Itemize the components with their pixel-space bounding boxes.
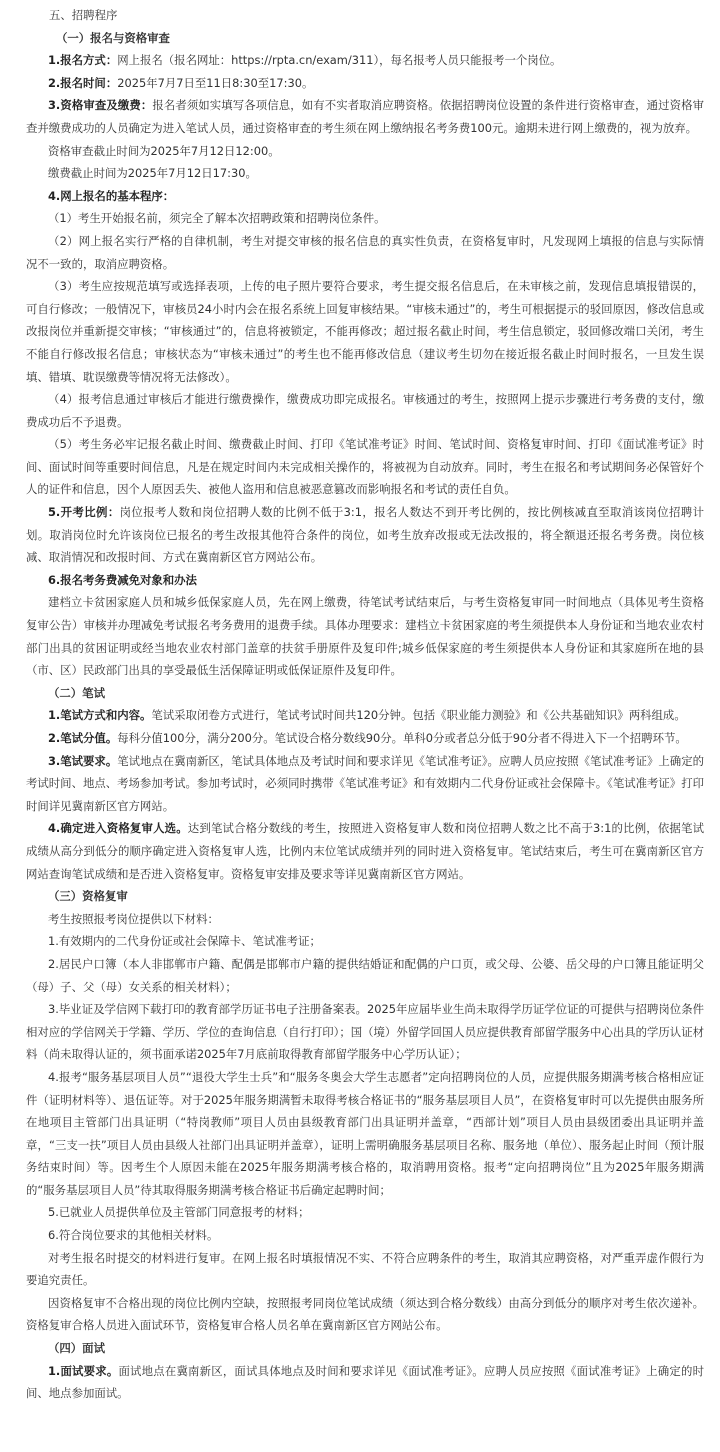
item-label: 3.资格审查及缴费：: [48, 98, 153, 113]
paragraph-fee-deadline: 缴费截止时间为2025年7月12日17:30。: [48, 166, 257, 181]
paragraph-requalification-review: 对考生报名时提交的材料进行复审。在网上报名时填报情况不实、不符合应聘条件的考生，取消其应聘资格，对严重弄虚作假行为要追究责任。: [26, 1250, 704, 1288]
paragraph-qualification-fee: [0, 94, 720, 139]
paragraph-fee-waiver: 建档立卡贫困家庭人员和城乡低保家庭人员，先在网上缴费，待笔试考试结束后，与考生资格复审同一时间地点（具体见考生资格复审公告）审核并办理减免考试报名考务费用的退费手续。具体办理要求：建档立卡贫困家庭的考生须提供本人身份证和当地农业农村部门出具的贫困证明或经当地农业农村部门盖章的扶贫手册原件及复印件;城乡低保家庭的考生须提供本人身份证和其家庭所在地的县（市、区）民政部门出具的享受最低生活保障证明或低保证原件及复印件。: [26, 595, 704, 678]
item-text: 网上报名（报名网址：https://rpta.cn/exam/311），每名报考人员只能报考一个岗位。: [117, 53, 562, 68]
procedure-item: （4）报考信息通过审核后才能进行缴费操作，缴费成功即完成报名。审核通过的考生，按照网上提示步骤进行考务费的支付，缴费成功后不予退费。: [26, 392, 704, 429]
item-label: 2.报名时间：: [48, 75, 118, 90]
paragraph-registration-method: [0, 49, 720, 72]
item-text: 达到笔试合格分数线的考生，按照进入资格复审人数和岗位招聘人数之比不高于3:1的比例，依据笔试成绩从高分到低分的顺序确定进入资格复审人选，比例内末位笔试成绩并列的同时进入资格复审。笔试结束后，考生可在冀南新区官方网站查询笔试成绩和是否进入资格复审。资格复审安排及要求等详见冀南新区官方网站。: [26, 821, 704, 881]
paragraph-interview-requirements: [0, 1360, 720, 1405]
paragraph-written-format: [0, 704, 720, 727]
procedure-item: （3）考生应按规范填写或选择表项，上传的电子照片要符合要求，考生提交报名信息后，在未审核之前，发现信息填报错误的，可自行修改；一般情况下，审核员24小时内会在报名系统上回复审核结果。“审核未通过”的，考生可根据提示的驳回原因，修改信息或改报岗位并重新提交审核；“审核通过”的，信息将被锁定，不能再修改；超过报名截止时间，考生信息锁定，驳回修改端口关闭，考生不能自行修改报名信息；审核状态为“审核未通过”的考生也不能再修改信息（建议考生切勿在接近报名截止时间时报名，一旦发生误填、错填、耽误缴费等情况将无法修改）。: [26, 279, 704, 384]
material-item: 4.报考“服务基层项目人员”“退役大学生士兵”和“服务冬奥会大学生志愿者”定向招聘岗位的人员，应提供服务期满考核合格相应证件（证明材料等）、退伍证等。对于2025年服务期满暂未取得考核合格证书的“服务基层项目人员”，在资格复审时可以先提供由服务所在地项目主管部门出具证明（“特岗教师”项目人员由县级教育部门出具证明并盖章，“西部计划”项目人员由县级团委出具证明并盖章，“三支一扶”项目人员由县级人社部门出具证明并盖章），证明上需明确服务基层项目名称、服务地（单位）、服务起止时间（预计服务结束时间）等。因考生个人原因未能在2025年服务期满考核合格的，取消聘用资格。报考“定向招聘岗位”且为2025年服务期满的“服务基层项目人员”待其取得服务期满考核合格证书后确定起聘时间；: [26, 1069, 704, 1197]
material-item: 6.符合岗位要求的其他相关材料。: [48, 1228, 219, 1243]
item-text: 岗位报考人数和岗位招聘人数的比例不低于3:1，报名人数达不到开考比例的，按比例核减直至取消该岗位招聘计划。取消岗位时允许该岗位已报名的考生改报其他符合条件的岗位，如考生放弃改报或无法改报的，将全额退还报名考务费。岗位核减、取消情况和改报时间、方式在冀南新区官方网站公布。: [26, 505, 704, 565]
paragraph-vacancy-fill: 因资格复审不合格出现的岗位比例内空缺，按照报考同岗位笔试成绩（须达到合格分数线）由高分到低分的顺序对考生依次递补。资格复审合格人员进入面试环节，资格复审合格人员名单在冀南新区官方网站公布。: [26, 1295, 704, 1333]
item-text: 每科分值100分，满分200分。笔试设合格分数线90分。单科0分或者总分低于90分者不得进入下一个招聘环节。: [117, 731, 687, 745]
subsection-heading-registration: （一）报名与资格审查: [56, 30, 170, 45]
item-label: 1.面试要求。: [48, 1363, 119, 1378]
paragraph-materials-intro: 考生按照报考岗位提供以下材料：: [48, 911, 219, 926]
item-label: 1.报名方式：: [48, 53, 118, 68]
item-label: 3.笔试要求。: [48, 753, 118, 768]
paragraph-written-score: [0, 727, 720, 750]
paragraph-fee-waiver-label: [0, 569, 720, 592]
paragraph-online-procedure-label: [0, 185, 720, 208]
subsection-heading-requalification: （三）资格复审: [48, 889, 128, 904]
material-item: 2.居民户口簿（本人非邯郸市户籍、配偶是邯郸市户籍的提供结婚证和配偶的户口页，或父母、公婆、岳父母的户口簿且能证明父（母）子、父（母）女关系的相关材料）；: [26, 956, 704, 994]
paragraph-written-requirements: [0, 750, 720, 818]
item-text: 面试地点在冀南新区，面试具体地点及时间和要求详见《面试准考证》。应聘人员应按照《面试准考证》上确定的时间、地点参加面试。: [26, 1363, 704, 1401]
item-label: 5.开考比例：: [48, 505, 120, 520]
item-text: 2025年7月7日至11日8:30至17:30。: [117, 75, 314, 90]
procedure-item: （5）考生务必牢记报名截止时间、缴费截止时间、打印《笔试准考证》时间、笔试时间、资格复审时间、打印《面试准考证》时间、面试时间等重要时间信息，凡是在规定时间内未完成相关操作的，将被视为自动放弃。同时，考生在报名和考试期间务必保管好个人的证件和信息，因个人原因丢失、被他人盗用和信息被恶意篡改而影响报名和考试的责任自负。: [26, 437, 704, 497]
procedure-item: （1）考生开始报名前，须完全了解本次招聘政策和招聘岗位条件。: [48, 211, 386, 226]
section-title: 五、招聘程序: [49, 8, 118, 22]
material-item: 3.毕业证及学信网下载打印的教育部学历证书电子注册备案表。2025年应届毕业生尚未取得学历证学位证的可提供与招聘岗位条件相对应的学信网关于学籍、学历、学位的查询信息（自行打印）；国（境）外留学回国人员应提供教育部留学服务中心出具的学历认证材料（尚未取得认证的，须书面承诺2025年7月底前取得教育部留学服务中心学历认证）；: [26, 1002, 704, 1062]
item-text: 报名者须如实填写各项信息，如有不实者取消应聘资格。依据招聘岗位设置的条件进行资格审查，通过资格审查并缴费成功的人员确定为进入笔试人员，通过资格审查的考生须在网上缴纳报名考务费100元。逾期未进行网上缴费的，视为放弃。: [26, 98, 704, 135]
subsection-heading-interview: （四）面试: [48, 1341, 105, 1356]
item-label: 4.确定进入资格复审人选。: [48, 821, 188, 836]
material-item: 5.已就业人员提供单位及主管部门同意报考的材料；: [48, 1205, 310, 1220]
item-label: 6.报名考务费减免对象和办法: [48, 572, 197, 587]
paragraph-review-candidates: [0, 817, 720, 885]
item-text: 笔试采取闭卷方式进行，笔试考试时间共120分钟。包括《职业能力测验》和《公共基础知识》两科组成。: [151, 708, 686, 723]
item-text: 笔试地点在冀南新区，笔试具体地点及考试时间和要求详见《笔试准考证》。应聘人员应按照《笔试准考证》上确定的考试时间、地点、考场参加考试。参加考试时，必须同时携带《笔试准考证》和有效期内二代身份证或社会保障卡。《笔试准考证》打印时间详见冀南新区官方网站。: [26, 753, 704, 813]
paragraph-registration-time: [0, 72, 720, 95]
item-label: 1.笔试方式和内容。: [48, 708, 152, 723]
paragraph-exam-ratio: [0, 501, 720, 569]
subsection-heading-written-exam: （二）笔试: [48, 685, 105, 700]
paragraph-review-deadline: 资格审查截止时间为2025年7月12日12:00。: [48, 143, 280, 158]
item-label: 4.网上报名的基本程序：: [48, 188, 175, 203]
item-label: 2.笔试分值。: [48, 731, 118, 745]
material-item: 1.有效期内的二代身份证或社会保障卡、笔试准考证；: [48, 934, 321, 949]
procedure-item: （2）网上报名实行严格的自律机制，考生对提交审核的报名信息的真实性负责，在资格复审时，凡发现网上填报的信息与实际情况不一致的，取消应聘资格。: [26, 233, 704, 271]
